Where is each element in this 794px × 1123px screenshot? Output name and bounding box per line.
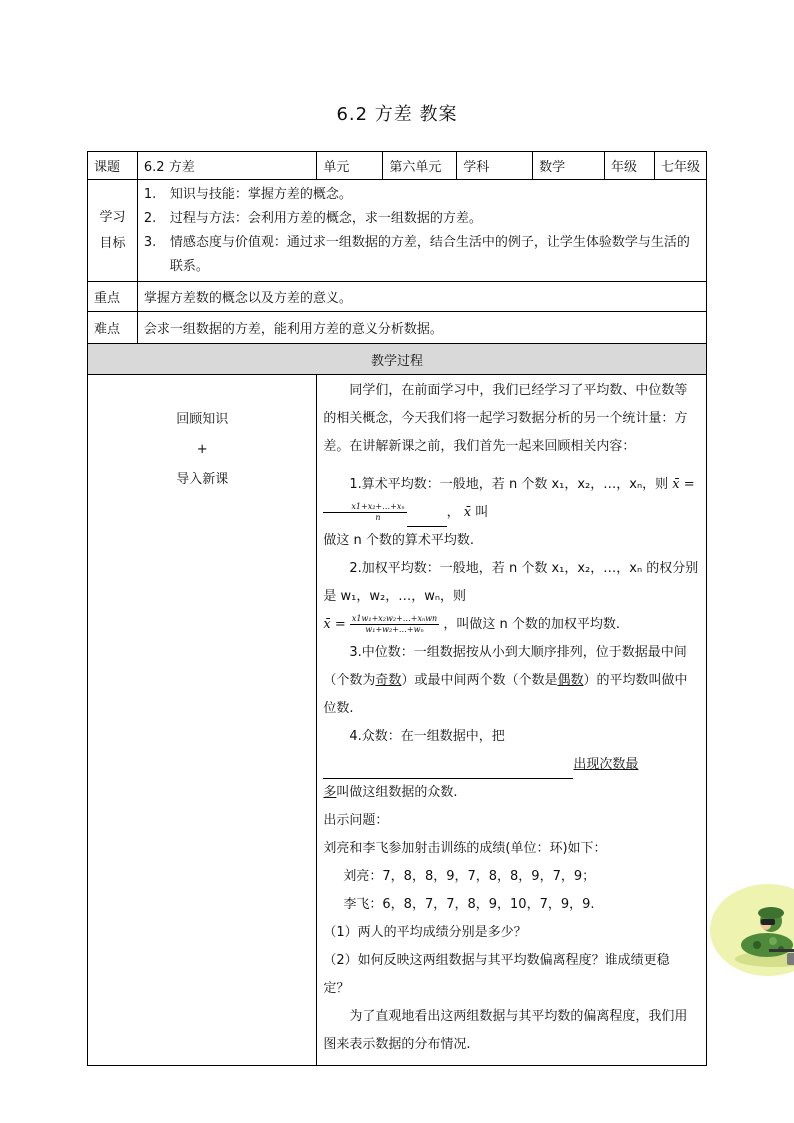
question-desc: 刘亮和李飞参加射击训练的成绩(单位：环)如下： xyxy=(323,841,607,856)
intro-paragraph: 同学们，在前面学习中，我们已经学习了平均数、中位数等的相关概念，今天我们将一起学习数据分析的另一个统计量：方差。在讲解新课之前，我们首先一起来回顾相关内容： xyxy=(323,383,688,454)
process-row xyxy=(88,375,707,1066)
weighted-mean-fraction: $\frac{\text{x1w₁+x₂w₂+…+xₙwn}}{\text{w₁+w₂+…+wₙ}}$ xyxy=(351,614,438,634)
median-paragraph: 3.中位数：一组数据按从小到大顺序排列，位于数据最中间（个数为奇数）或最中间两个数（个数是偶数）的平均数叫做中位数. xyxy=(323,645,688,716)
goals-list xyxy=(144,183,700,279)
goals-label: 学习 目标 xyxy=(88,180,138,282)
weighted-mean-paragraph: 2.加权平均数：一般地，若 n 个数 x₁，x₂，…，xₙ 的权分别是 w₁，w₂，…，wₙ，则 xyxy=(323,561,699,604)
arith-mean-fraction: $\frac{\text{x1+x₂+…+xₙ}}{n}$ xyxy=(323,502,406,523)
topic-label: 课题 xyxy=(88,152,138,180)
mode-continued: 多叫做这组数据的众数. xyxy=(323,785,458,800)
li-scores: 李飞：6，8，7，7，8，9，10，7，9，9. xyxy=(343,897,595,912)
key-row xyxy=(88,282,707,312)
question-2: （2）如何反映这两组数据与其平均数偏离程度？谁成绩更稳 xyxy=(323,953,670,968)
goal-item: 2. 过程与方法：会利用方差的概念，求一组数据的方差。 xyxy=(143,210,482,226)
process-header: 教学过程 xyxy=(88,344,707,375)
difficult-label: 难点 xyxy=(88,312,138,344)
goal-item: 1. 知识与技能：掌握方差的概念。 xyxy=(143,186,352,202)
key-label: 重点 xyxy=(88,282,138,312)
unit-value: 第六单元 xyxy=(383,152,457,180)
difficult-text: 会求一组数据的方差，能利用方差的意义分析数据。 xyxy=(137,312,706,344)
arith-mean-paragraph: 1.算术平均数：一般地，若 n 个数 x₁，x₂，…，xₙ，则 x̄ = $\frac{\text{x1+x₂+…+xₙ}}{n}$ ， x̄ 叫 xyxy=(323,471,700,527)
topic-value: 6.2 方差 xyxy=(137,152,317,180)
key-text: 掌握方差数的概念以及方差的意义。 xyxy=(137,282,706,312)
goals-list-cell xyxy=(137,180,706,282)
soldier-with-binoculars-illustration xyxy=(709,883,794,977)
mode-paragraph: 4.众数：在一组数据中，把出现次数最 xyxy=(323,723,700,779)
lesson-plan-table xyxy=(87,151,707,1066)
goal-item: 3. 情感态度与价值观：通过求一组数据的方差，结合生活中的例子，让学生体验数学与生活的联系。 xyxy=(143,234,690,274)
weighted-mean-formula: x̄ = $\frac{\text{x1w₁+x₂w₂+…+xₙwn}}{\text{w₁+w₂+…+wₙ}}$ ，叫做这 n 个数的加权平均数. xyxy=(323,614,620,634)
liu-scores: 刘亮：7，8，8，9，7，8，8，9，7，9； xyxy=(343,869,596,884)
process-header-row xyxy=(88,344,707,375)
subject-value: 数学 xyxy=(533,152,605,180)
unit-label: 单元 xyxy=(317,152,383,180)
goals-row xyxy=(88,180,707,282)
subject-label: 学科 xyxy=(457,152,533,180)
grade-label: 年级 xyxy=(605,152,655,180)
process-left-cell: 回顾知识 + 导入新课 xyxy=(88,375,317,1066)
arith-mean-continued: 做这 n 个数的算术平均数. xyxy=(323,533,475,548)
process-content xyxy=(317,375,707,1066)
question-1: （1）两人的平均成绩分别是多少？ xyxy=(323,925,527,940)
closing-paragraph: 为了直观地看出这两组数据与其平均数的偏离程度，我们用图来表示数据的分布情况. xyxy=(323,1009,688,1052)
question-title: 出示问题： xyxy=(323,813,389,828)
difficult-row xyxy=(88,312,707,344)
header-row xyxy=(88,152,707,180)
question-2-cont: 定？ xyxy=(323,981,350,996)
grade-value: 七年级 xyxy=(655,152,707,180)
page-title: 6.2 方差 教案 xyxy=(336,104,458,125)
